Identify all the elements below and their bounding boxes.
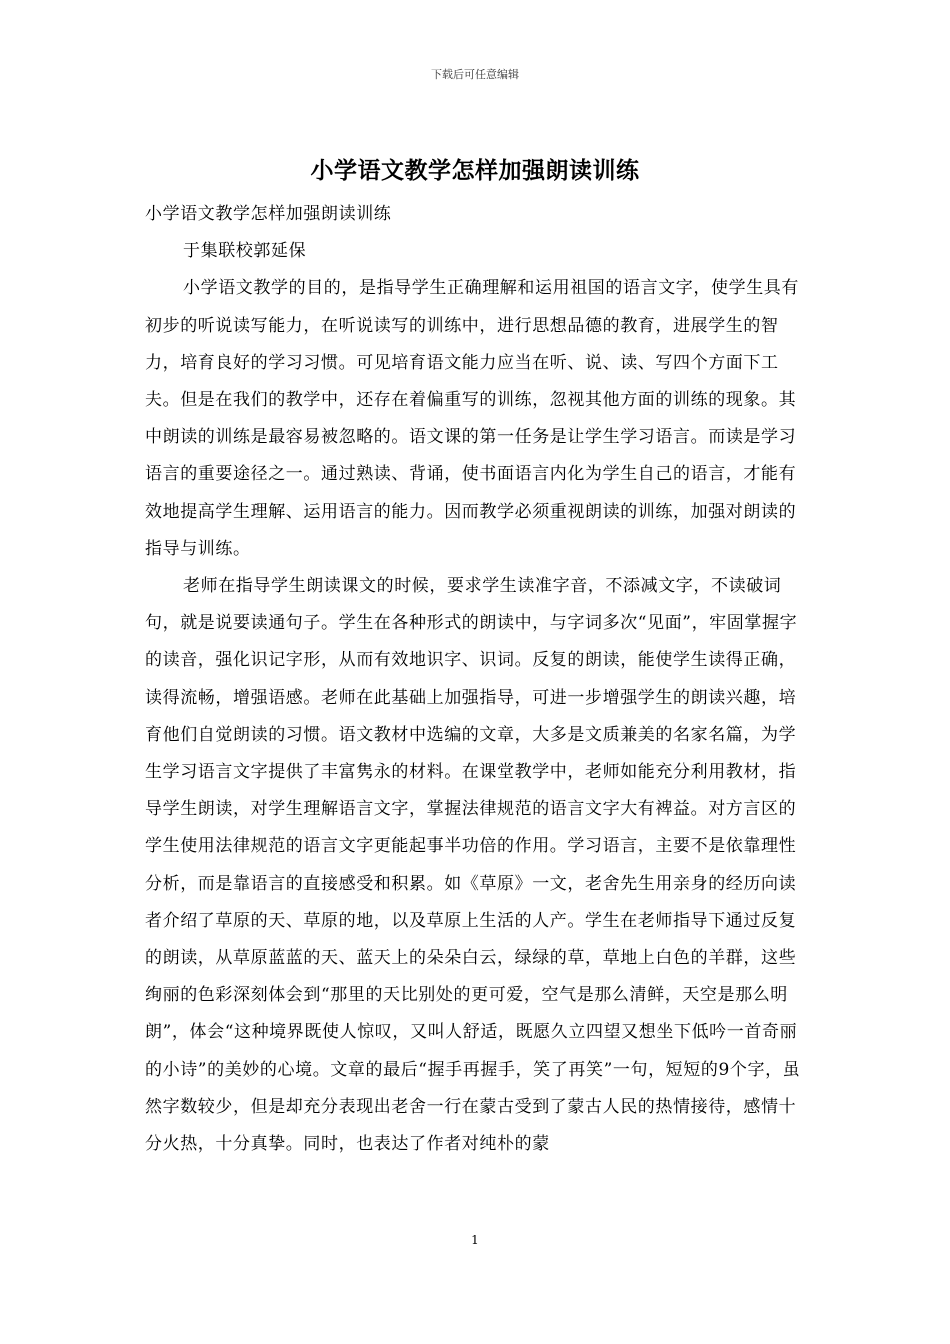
document-subtitle: 小学语文教学怎样加强朗读训练 xyxy=(145,204,392,224)
page-number: 1 xyxy=(471,1233,479,1247)
page-header-note: 下载后可任意编辑 xyxy=(431,68,519,81)
document-author: 于集联校郭延保 xyxy=(183,241,307,262)
document-title: 小学语文教学怎样加强朗读训练 xyxy=(310,157,640,184)
document-body xyxy=(145,196,809,1163)
paragraph-1: 小学语文教学的目的，是指导学生正确理解和运用祖国的语言文字，使学生具有初步的听说读写能力，在听说读写的训练中，进行思想品德的教育，进展学生的智力，培育良好的学习习惯。可见培育语文能力应当在听、说、读、写四个方面下工夫。但是在我们的教学中，还存在着偏重写的训练，忽视其他方面的训练的现象。其中朗读的训练是最容易被忽略的。语文课的第一任务是让学生学习语言。而读是学习语言的重要途径之一。通过熟读、背诵，使书面语言内化为学生自己的语言，才能有效地提高学生理解、运用语言的能力。因而教学必须重视朗读的训练，加强对朗读的指导与训练。 xyxy=(145,278,799,559)
paragraph-2: 老师在指导学生朗读课文的时候，要求学生读准字音，不添减文字，不读破词句，就是说要读通句子。学生在各种形式的朗读中，与字词多次“见面”，牢固掌握字的读音，强化识记字形，从而有效地识字、识词。反复的朗读，能使学生读得正确，读得流畅，增强语感。老师在此基础上加强指导，可进一步增强学生的朗读兴趣，培育他们自觉朗读的习惯。语文教材中选编的文章，大多是文质兼美的名家名篇，为学生学习语言文字提供了丰富隽永的材料。在课堂教学中，老师如能充分利用教材，指导学生朗读，对学生理解语言文字，掌握法律规范的语言文字大有裨益。对方言区的学生使用法律规范的语言文字更能起事半功倍的作用。学习语言，主要不是依靠理性分析，而是靠语言的直接感受和积累。如《草原》一文，老舍先生用亲身的经历向读者介绍了草原的天、草原的地，以及草原上生活的人产。学生在老师指导下通过反复的朗读，从草原蓝蓝的天、蓝天上的朵朵白云，绿绿的草，草地上白色的羊群，这些绚丽的色彩深刻体会到“那里的天比别处的更可爱，空气是那么清鲜，天空是那么明朗”，体会“这种境界既使人惊叹，又叫人舒适，既愿久立四望又想坐下低吟一首奇丽的小诗”的美妙的心境。文章的最后“握手再握手，笑了再笑”一句，短短的9个字，虽然字数较少，但是却充分表现出老舍一行在蒙古受到了蒙古人民的热情接待，感情十分火热，十分真挚。同时，也表达了作者对纯朴的蒙 xyxy=(145,576,801,1155)
